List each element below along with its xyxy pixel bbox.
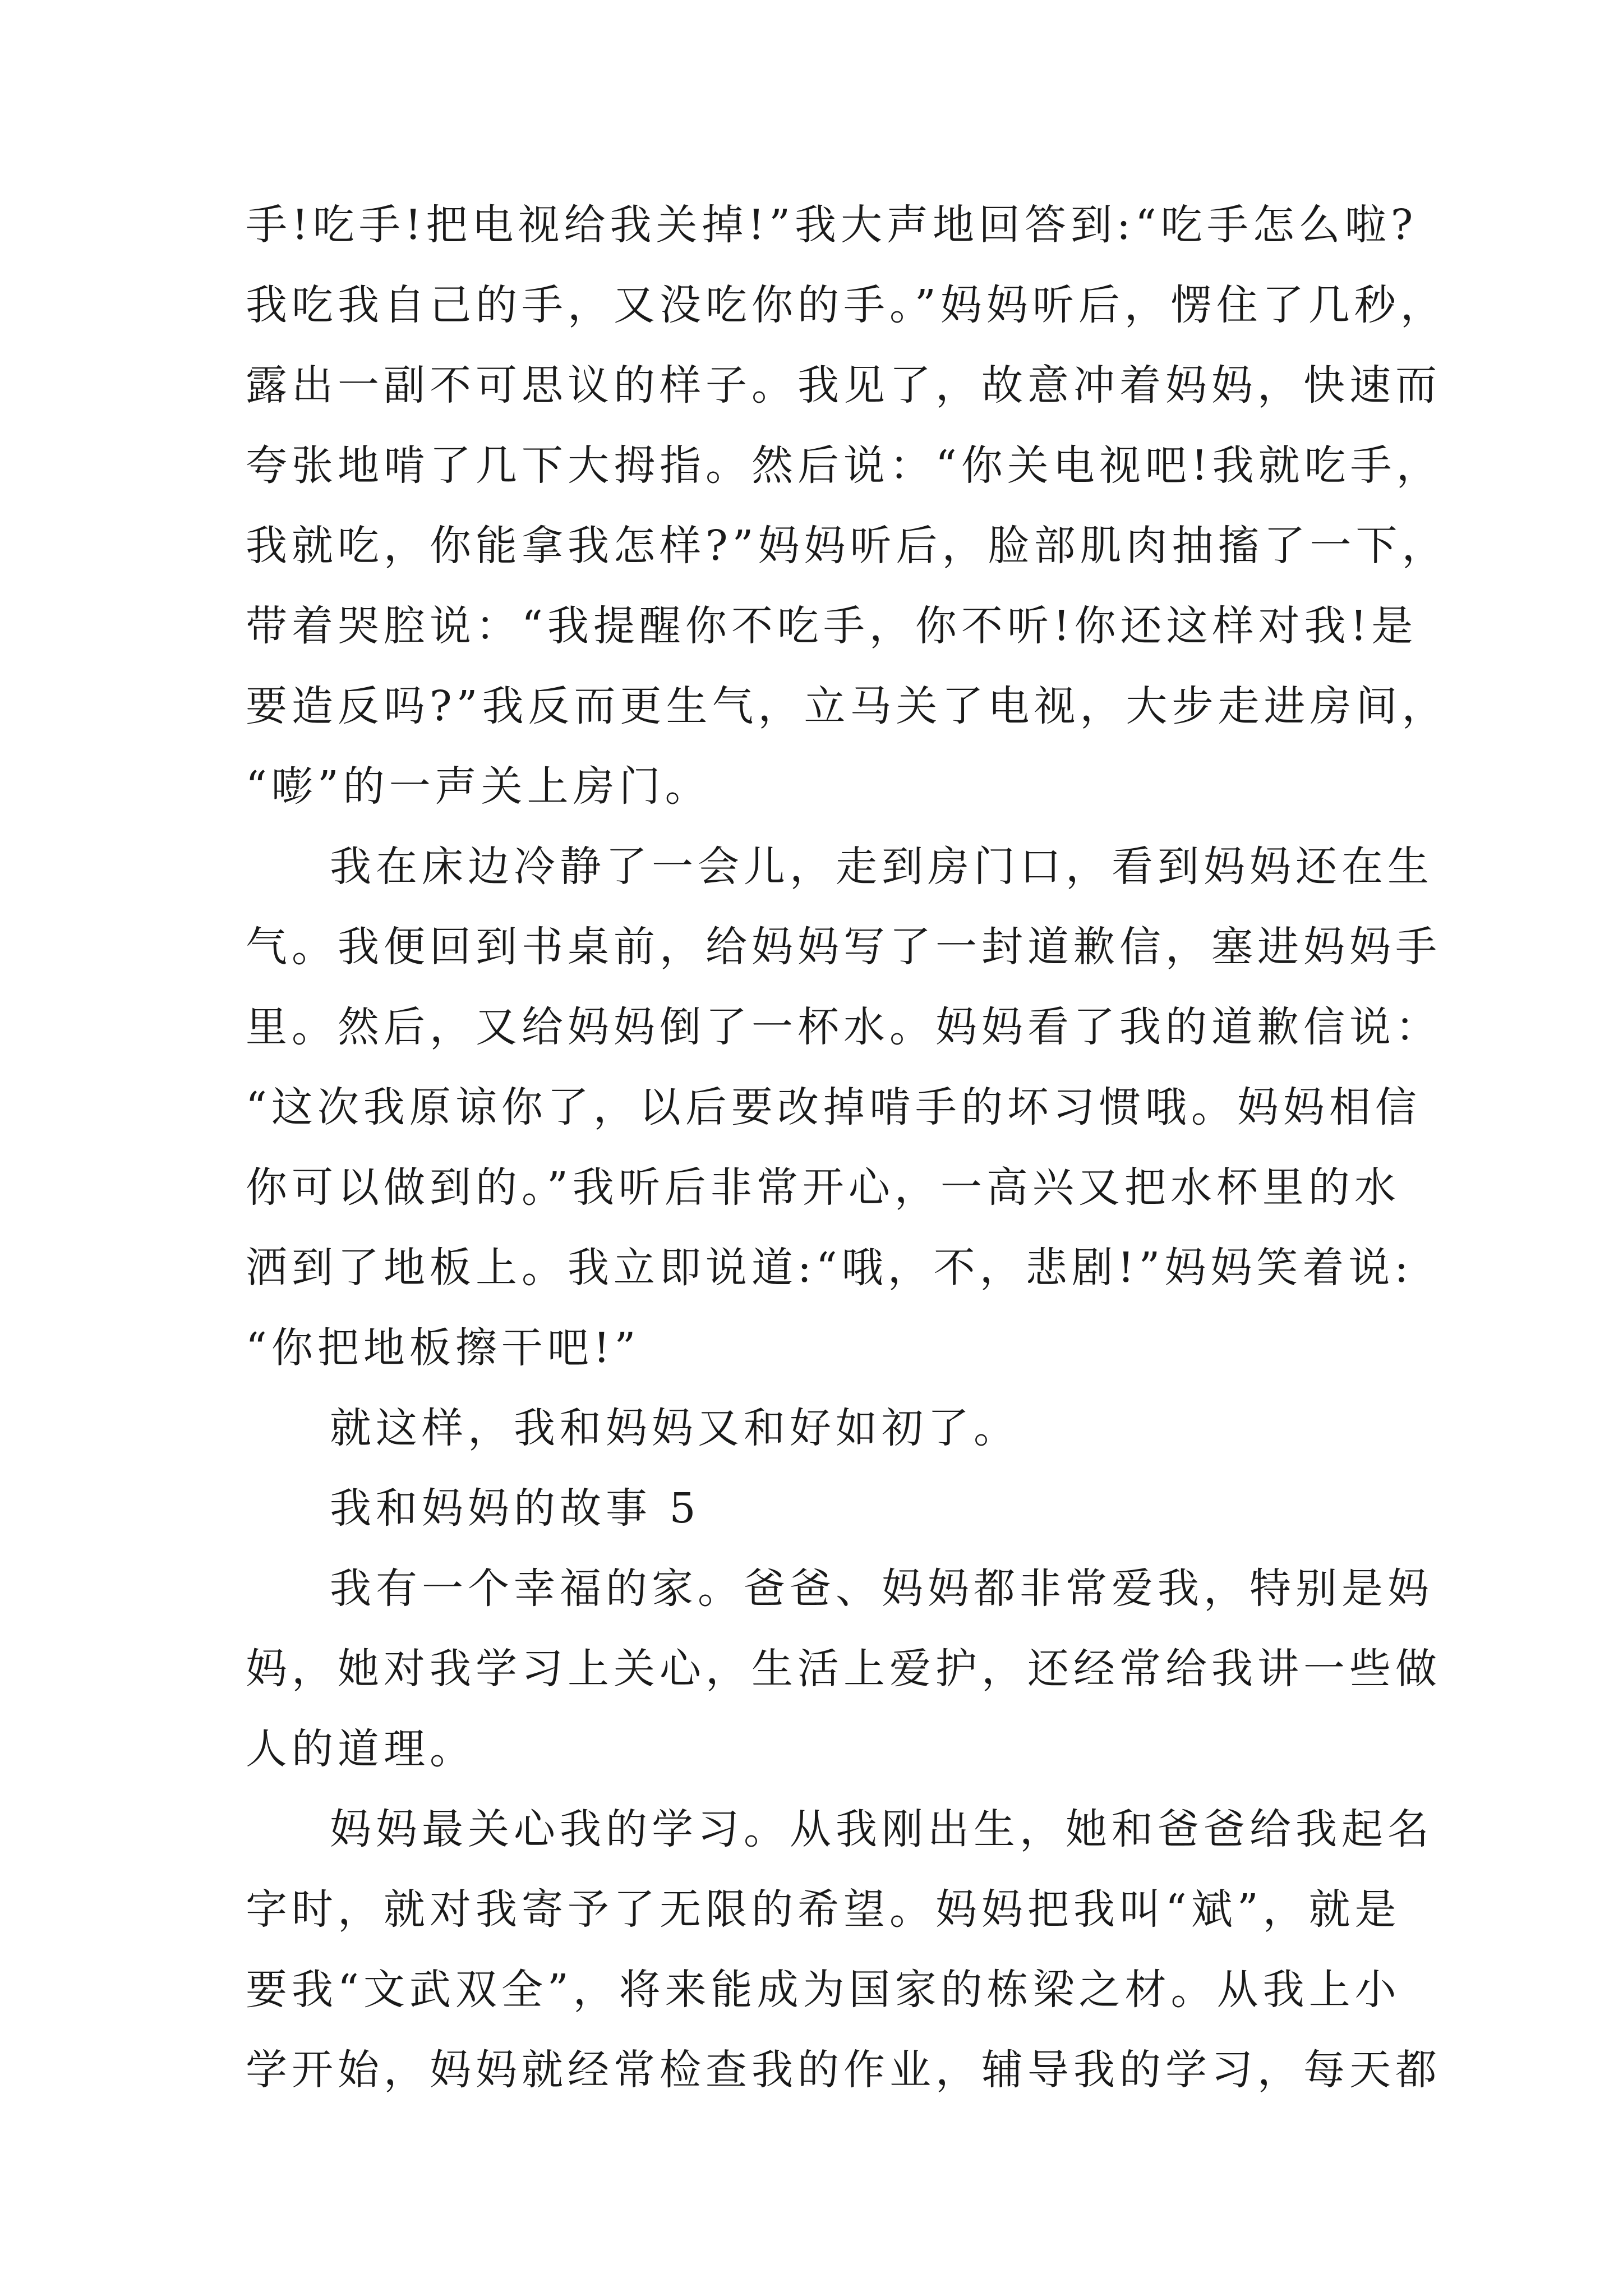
text-line: 我就吃，你能拿我怎样?”妈妈听后，脸部肌肉抽搐了一下，: [246, 522, 1448, 570]
text-line: 我吃我自己的手，又没吃你的手。”妈妈听后，愣住了几秒，: [246, 281, 1446, 329]
text-line: 你可以做到的。”我听后非常开心，一高兴又把水杯里的水: [246, 1163, 1400, 1212]
paragraph-start-line: 妈妈最关心我的学习。从我刚出生，她和爸爸给我起名: [330, 1805, 1433, 1853]
text-line: 手!吃手!把电视给我关掉!”我大声地回答到:“吃手怎么啦?: [246, 201, 1418, 249]
text-line: “你把地板擦干吧!”: [246, 1324, 640, 1372]
paragraph-start-line: 我在床边冷静了一会儿，走到房门口，看到妈妈还在生: [330, 843, 1433, 891]
text-line: 学开始，妈妈就经常检查我的作业，辅导我的学习，每天都: [246, 2046, 1441, 2094]
text-line: 带着哭腔说：“我提醒你不吃手，你不听!你还这样对我!是: [246, 602, 1418, 650]
section-heading: 我和妈妈的故事 5: [330, 1484, 700, 1533]
text-line: “嘭”的一声关上房门。: [246, 762, 711, 811]
story-text: [246, 185, 1448, 2110]
text-line: “这次我原谅你了，以后要改掉啃手的坏习惯哦。妈妈相信: [246, 1083, 1421, 1131]
text-line: 里。然后，又给妈妈倒了一杯水。妈妈看了我的道歉信说：: [246, 1003, 1441, 1051]
text-line: 字时，就对我寄予了无限的希望。妈妈把我叫“斌”，就是: [246, 1885, 1401, 1934]
paragraph-start-line: 就这样，我和妈妈又和好如初了。: [330, 1404, 1020, 1452]
paragraph-start-line: 我有一个幸福的家。爸爸、妈妈都非常爱我，特别是妈: [330, 1565, 1433, 1613]
text-line: 露出一副不可思议的样子。我见了，故意冲着妈妈，快速而: [246, 361, 1441, 409]
text-line: 夸张地啃了几下大拇指。然后说：“你关电视吧!我就吃手，: [246, 441, 1442, 490]
text-line: 洒到了地板上。我立即说道:“哦，不，悲剧!”妈妈笑着说:: [246, 1244, 1413, 1292]
text-line: 要造反吗?”我反而更生气，立马关了电视，大步走进房间，: [246, 682, 1448, 730]
text-line: 妈，她对我学习上关心，生活上爱护，还经常给我讲一些做: [246, 1645, 1441, 1693]
text-line: 人的道理。: [246, 1725, 476, 1773]
text-line: 气。我便回到书桌前，给妈妈写了一封道歉信，塞进妈妈手: [246, 923, 1441, 971]
text-line: 要我“文武双全”，将来能成为国家的栋梁之材。从我上小: [246, 1966, 1401, 2014]
